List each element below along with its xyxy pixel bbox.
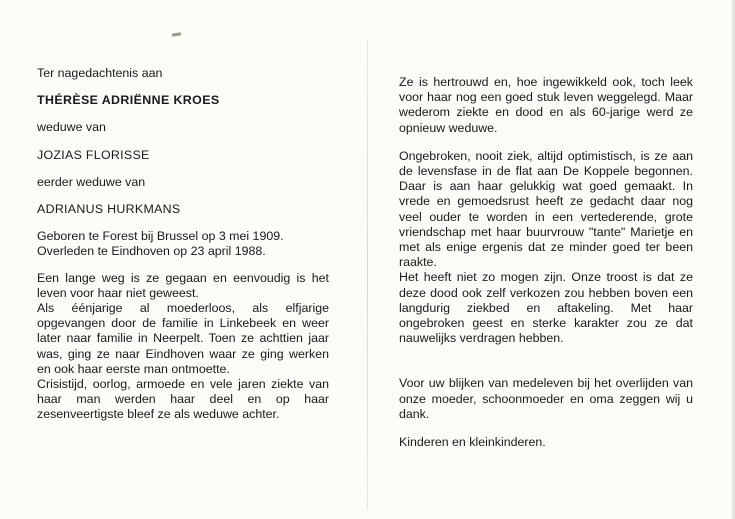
second-husband-name: ADRIANUS HURKMANS [37, 202, 181, 217]
left-column [37, 66, 329, 423]
deceased-name: THÉRÈSE ADRIËNNE KROES [37, 93, 220, 108]
thanks-paragraph: Voor uw blijken van medeleven bij het overlijden van onze moeder, schoonmoeder en oma zeggen wij u dank. [399, 376, 693, 421]
biography-paragraph-1: Een lange weg is ze gegaan en eenvoudig is het leven voor haar niet geweest. [37, 270, 329, 300]
first-husband-name: JOZIAS FLORISSE [37, 147, 150, 162]
remarriage-paragraph: Ze is hertrouwd en, hoe ingewikkeld ook, toch leek voor haar nog een goed stuk leven weggelegd. Maar wederom ziekte en dood en als 60-jarige werd ze opnieuw weduwe. [399, 75, 693, 135]
farewell-paragraph: Het heeft niet zo mogen zijn. Onze troost is dat ze deze dood ook zelf verkozen zou hebben boven een langdurig ziekbed en aftakeling. Met haar ongebroken geest en sterke karakter zou ze dat nauwelijks verdragen hebben. [399, 270, 693, 346]
biography-paragraph-3: Crisistijd, oorlog, armoede en vele jaren ziekte van haar man werden haar deel en op haar zesenveertigste bleef ze als weduwe achter. [37, 377, 329, 422]
crease-mark [172, 32, 181, 37]
signature-line: Kinderen en kleinkinderen. [399, 435, 546, 450]
earlier-widow-of-line: eerder weduwe van [37, 174, 146, 189]
birth-line: Geboren te Forest bij Brussel op 3 mei 1909. [37, 229, 284, 244]
widow-of-line: weduwe van [37, 120, 106, 135]
biography-paragraph-2: Als éénjarige al moederloos, als elfjarige opgevangen door de familie in Linkebeek en weer later naar familie in Neerpelt. Toen ze achttien jaar was, ging ze naar Eindhoven waar ze ging werken en ook haar eerste man ontmoette. [37, 301, 329, 376]
right-column [399, 75, 693, 450]
in-memory-line: Ter nagedachtenis aan [37, 66, 163, 80]
later-life-paragraph: Ongebroken, nooit ziek, altijd optimistisch, is ze aan de levensfase in de flat aan De Koppele begonnen. Daar is aan haar gelukkig wat goed gemaakt. In vrede en gemoedsrust heeft ze gedacht daar nog veel ouder te worden in een vertederende, grote vriendschap met haar buurvrouw "tante" Marietje en met als enige ergenis dat ze minder goed ter been raakte. [399, 148, 693, 270]
center-fold [367, 40, 368, 510]
death-line: Overleden te Eindhoven op 23 april 1988. [37, 244, 266, 259]
